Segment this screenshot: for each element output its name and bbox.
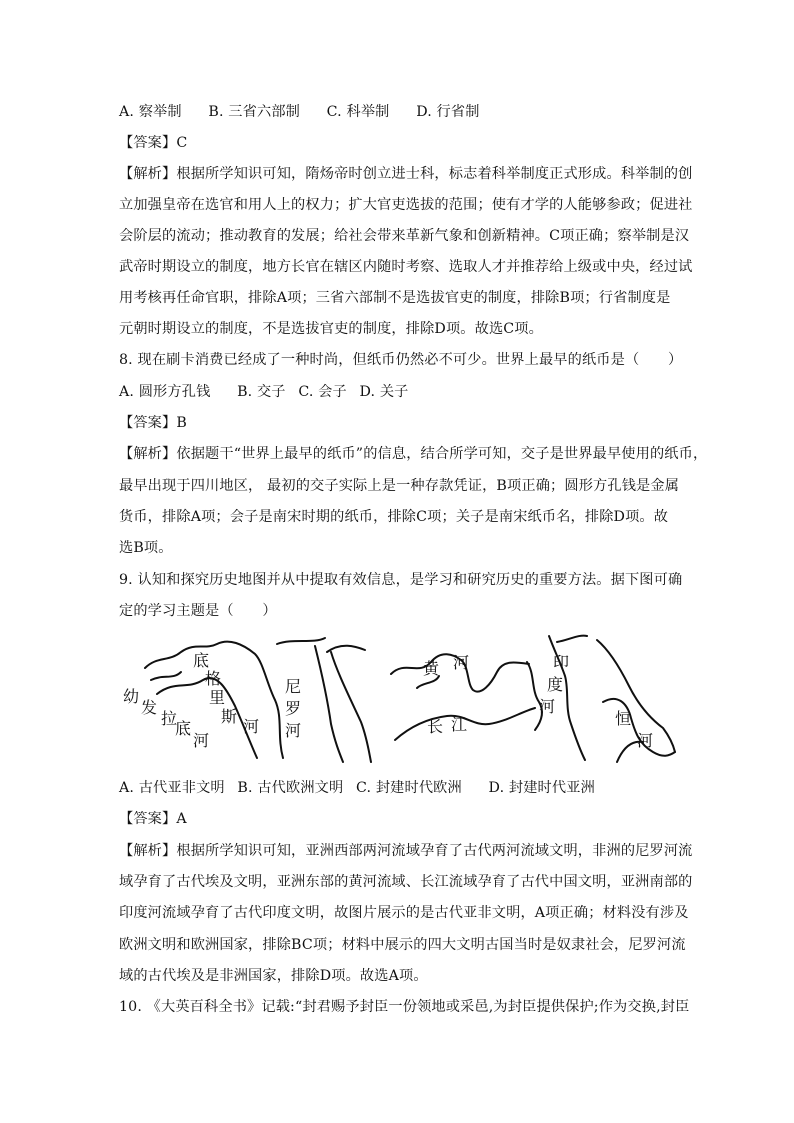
- q9-analysis-line: 印度河流域孕育了古代印度文明，故图片展示的是古代亚非文明，A项正确；材料没有涉及: [119, 905, 689, 921]
- q8-option-d: D. 关子: [359, 384, 409, 400]
- q7-options: [119, 102, 679, 122]
- q9-option-c: C. 封建时代欧洲: [356, 780, 462, 796]
- q7-answer: 【答案】C: [119, 135, 188, 151]
- map1-label: 斯: [221, 707, 238, 726]
- q7-analysis-line: 用考核再任命官职，排除A项；三省六部制不是选拔官吏的制度，排除B项；行省制度是: [119, 290, 671, 306]
- map4-label: 度: [547, 675, 564, 694]
- q7-analysis-line: 会阶层的流动；推动教育的发展；给社会带来革新气象和创新精神。C项正确；察举制是汉: [119, 228, 690, 244]
- map1-label: 底: [193, 651, 210, 670]
- q8-option-b: B. 交子: [237, 384, 286, 400]
- map4-ganges-north: [597, 640, 675, 752]
- map1-label: 拉: [161, 709, 178, 728]
- q8-options: [119, 382, 679, 402]
- river-maps-figure: [117, 632, 677, 764]
- q9-analysis-line: 【解析】根据所学知识可知，亚洲西部两河流域孕育了古代两河流域文明，非洲的尼罗河流: [119, 843, 693, 859]
- q7-analysis-line: 立加强皇帝在选官和用人上的权力；扩大官吏选拔的范围；使有才学的人能够参政；促进社: [119, 197, 693, 213]
- map4-label: 印: [553, 653, 570, 672]
- map1-label: 河: [243, 717, 260, 736]
- q9-analysis-line: 域的古代埃及是非洲国家，排除D项。故选A项。: [119, 968, 428, 984]
- map2-river: [315, 646, 343, 762]
- q8-analysis-line: 最早出现于四川地区， 最初的交子实际上是一种存款凭证，B项正确；圆形方孔钱是金属: [119, 478, 680, 494]
- q10-stem: 10. 《大英百科全书》记载:“封君赐予封臣一份领地或采邑,为封臣提供保护;作为交换,封臣: [119, 999, 690, 1015]
- map2-label: 河: [285, 721, 302, 740]
- map1-label: 发: [141, 698, 158, 717]
- q9-stem-line: 定的学习主题是（ ）: [119, 603, 277, 619]
- map4-label: 河: [637, 731, 654, 750]
- q8-stem: 8. 现在刷卡消费已经成了一种时尚，但纸币仍然必不可少。世界上最早的纸币是（ ）: [119, 352, 683, 368]
- q9-option-b: B. 古代欧洲文明: [237, 780, 344, 796]
- map1-label: 里: [209, 688, 226, 707]
- map2-right-coast: [327, 646, 365, 652]
- map1-label: 幼: [123, 687, 140, 706]
- q7-analysis-line: 【解析】根据所学知识可知，隋炀帝时创立进士科，标志着科举制度正式形成。科举制的创: [119, 166, 693, 182]
- q8-option-a: A. 圆形方孔钱: [119, 384, 211, 400]
- map3-label: 长: [427, 717, 444, 736]
- map2-label: 尼: [285, 677, 302, 696]
- q7-analysis-line: 武帝时期设立的制度，地方长官在辖区内随时考察、选取人才并推荐给上级或中央，经过试: [119, 259, 693, 275]
- map4-label: 恒: [615, 709, 632, 728]
- q7-option-a: A. 察举制: [119, 104, 182, 120]
- q8-option-c: C. 会子: [298, 384, 347, 400]
- map3-label: 江: [451, 715, 468, 734]
- q8-analysis-line: 选B项。: [119, 540, 173, 556]
- q9-answer: 【答案】A: [119, 811, 187, 827]
- q9-analysis-line: 欧洲文明和欧洲国家，排除BC项；材料中展示的四大文明古国当时是奴隶社会，尼罗河流: [119, 937, 686, 953]
- map3-label: 河: [453, 653, 470, 672]
- q8-analysis-line: 货币，排除A项；会子是南宋时期的纸币，排除C项；关子是南宋纸币名，排除D项。故: [119, 509, 669, 525]
- map4-north-border: [557, 636, 587, 642]
- q9-option-a: A. 古代亚非文明: [119, 780, 225, 796]
- q9-options: [119, 778, 679, 798]
- map3-coast: [527, 662, 542, 730]
- q9-analysis-line: 域孕育了古代埃及文明，亚洲东部的黄河流域、长江流域孕育了古代中国文明，亚洲南部的: [119, 874, 693, 890]
- river-maps: [117, 632, 677, 764]
- q8-analysis-line: 【解析】依据题干“世界上最早的纸币”的信息，结合所学可知，交子是世界最早使用的纸币，: [119, 446, 708, 462]
- map4-label: 河: [539, 697, 556, 716]
- map2-label: 罗: [285, 699, 302, 718]
- q9-stem-line: 9. 认知和探究历史地图并从中提取有效信息，是学习和研究历史的重要方法。据下图可确: [119, 572, 683, 588]
- q7-option-c: C. 科举制: [326, 104, 390, 120]
- q9-option-d: D. 封建时代亚洲: [488, 780, 595, 796]
- map3-label: 黄: [423, 659, 440, 678]
- map1-label: 格: [205, 669, 222, 688]
- map2-left-coast: [277, 638, 325, 644]
- map1-label: 底: [175, 719, 192, 738]
- map1-label: 河: [193, 731, 210, 750]
- q8-answer: 【答案】B: [119, 415, 187, 431]
- map1-river-b: [151, 672, 181, 680]
- q7-option-b: B. 三省六部制: [208, 104, 300, 120]
- q7-analysis-line: 元朝时期设立的制度，不是选拔官吏的制度，排除D项。故选C项。: [119, 321, 543, 337]
- q7-option-d: D. 行省制: [416, 104, 480, 120]
